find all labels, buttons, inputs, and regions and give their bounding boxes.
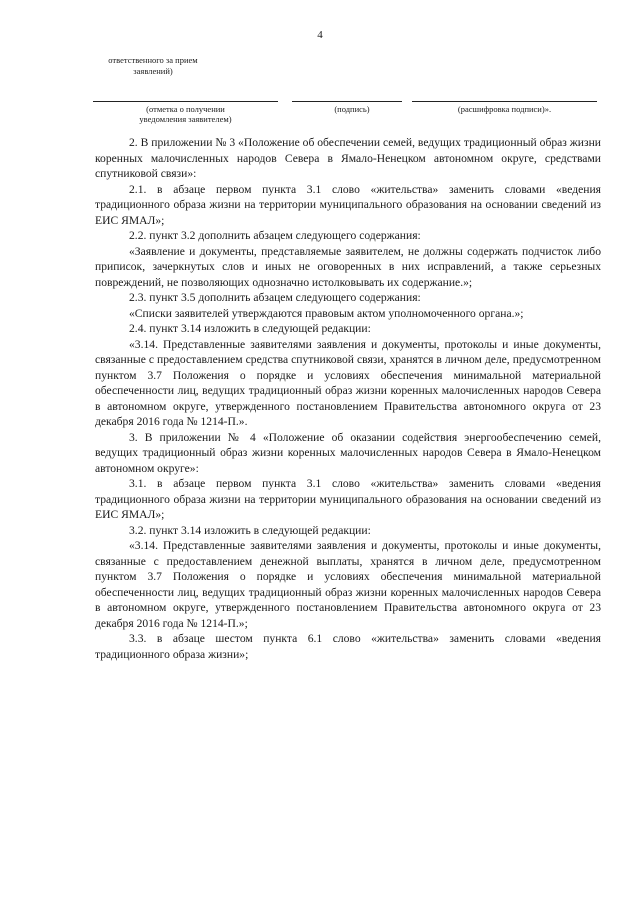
paragraph-2-1: 2.1. в абзаце первом пункта 3.1 слово «жительства» заменить словами «ведения традиционного образа жизни на территории муниципального образования на основании сведений из ЕИС ЯМАЛ»;	[95, 182, 601, 227]
signature-line-decoding	[412, 101, 597, 102]
paragraph-3: 3. В приложении № 4 «Положение об оказании содействия энергообеспечению семей, ведущих традиционный образ жизни коренных малочисленных народов Севера в Ямало-Ненецком автономном округе»:	[95, 430, 601, 475]
decoding-caption: (расшифровка подписи)».	[457, 104, 552, 114]
signature-caption: (подпись)	[334, 104, 370, 114]
signature-line-mark	[93, 101, 278, 102]
page-number: 4	[317, 29, 323, 41]
responsible-caption-line1: ответственного за прием	[108, 55, 198, 65]
paragraph-2-2-quote: «Заявление и документы, представляемые заявителем, не должны содержать подчисток либо приписок, зачеркнутых слов и иных не оговоренных в них исправлений, а также серьезных повреждений, не позволяющих однозначно истолковывать их содержание.»;	[95, 244, 601, 289]
paragraph-2-2: 2.2. пункт 3.2 дополнить абзацем следующего содержания:	[129, 229, 421, 242]
paragraph-3-3: 3.3. в абзаце шестом пункта 6.1 слово «жительства» заменить словами «ведения традиционного образа жизни»;	[95, 632, 601, 661]
paragraph-2-4: 2.4. пункт 3.14 изложить в следующей редакции:	[129, 322, 371, 335]
mark-caption-line1: (отметка о получении	[146, 104, 225, 114]
paragraph-2-3-quote: «Списки заявителей утверждаются правовым актом уполномоченного органа.»;	[129, 306, 524, 320]
paragraph-2: 2. В приложении № 3 «Положение об обеспечении семей, ведущих традиционный образ жизни коренных малочисленных народов Севера в Ямало-Ненецком автономном округе, средствами спутниковой связи»:	[95, 136, 601, 180]
paragraph-2-4-quote: «3.14. Представленные заявителями заявления и документы, протоколы и иные документы, связанные с предоставлением средства спутниковой связи, хранятся в личном деле, предусмотренном пунктом 3.7 Положения о порядке и условиях обеспечения минимальной материальной обеспеченности лиц, ведущих традиционный образ жизни коренных малочисленных народов Севера в автономном округе, утвержденного постановлением Правительства автономного округа от 23 декабря 2016 года № 1214-П.».	[95, 337, 601, 428]
signature-line-sign	[292, 101, 402, 102]
responsible-caption-line2: заявлений)	[133, 66, 173, 76]
paragraph-3-2-quote: «3.14. Представленные заявителями заявления и документы, протоколы и иные документы, связанные с предоставлением денежной выплаты, хранятся в личном деле, предусмотренном пунктом 3.7 Положения о порядке и условиях обеспечения минимальной материальной обеспеченности лиц, ведущих традиционный образ жизни коренных малочисленных народов Севера в автономном округе, утвержденного постановлением Правительства автономного округа от 23 декабря 2016 года № 1214-П.»;	[95, 539, 601, 630]
paragraph-3-2: 3.2. пункт 3.14 изложить в следующей редакции:	[129, 523, 371, 537]
paragraph-3-1: 3.1. в абзаце первом пункта 3.1 слово «жительства» заменить словами «ведения традиционного образа жизни на территории муниципального образования на основании сведений из ЕИС ЯМАЛ»;	[95, 477, 601, 521]
document-body	[95, 135, 601, 662]
paragraph-2-3: 2.3. пункт 3.5 дополнить абзацем следующего содержания:	[129, 291, 421, 304]
mark-caption-line2: уведомления заявителем)	[139, 114, 232, 124]
